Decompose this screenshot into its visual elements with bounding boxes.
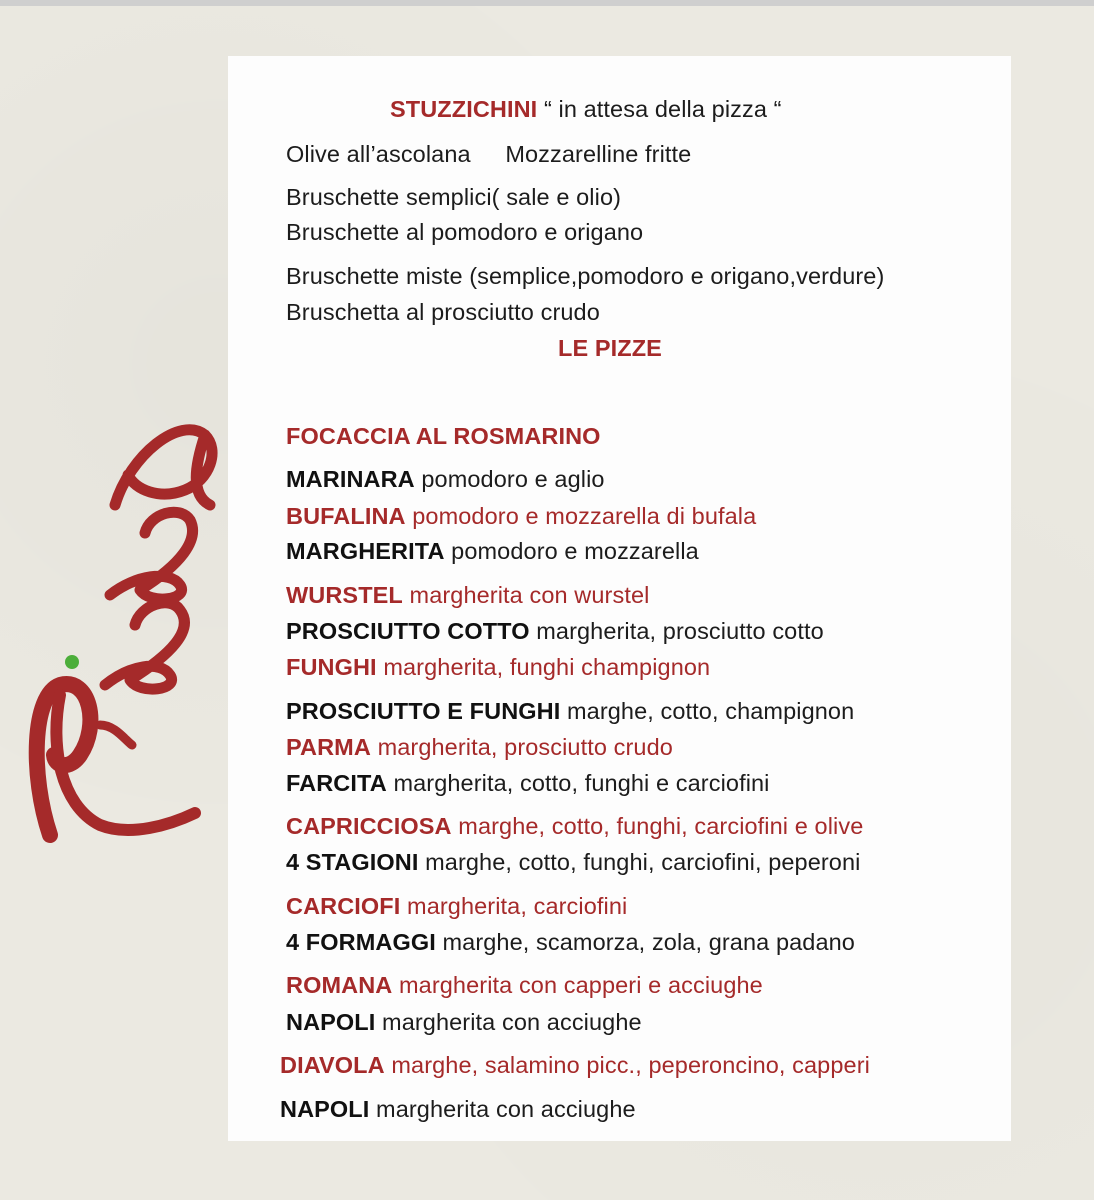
pizza-description: margherita, funghi champignon [383, 654, 711, 680]
pizza-description: pomodoro e mozzarella di bufala [412, 503, 757, 529]
pizza-item [286, 734, 673, 761]
pizza-name: FUNGHI [286, 654, 377, 680]
pizza-item [286, 849, 860, 876]
stuzzichini-subtitle: “ in attesa della pizza “ [543, 96, 782, 122]
list-item: Bruschette al pomodoro e origano [286, 219, 644, 245]
pizza-item [286, 582, 649, 609]
pizza-item [286, 813, 863, 840]
appetizer-olive: Olive all’ascolana [286, 141, 471, 167]
logo-dot [65, 655, 79, 669]
pizza-name: MARGHERITA [286, 538, 445, 564]
pizze-title: LE PIZZE [558, 335, 662, 361]
pizza-description: margherita, prosciutto cotto [536, 618, 824, 644]
appetizer-mozzarelline: Mozzarelline fritte [505, 141, 692, 167]
pizza-description: margherita con wurstel [409, 582, 650, 608]
pizza-description: marghe, cotto, funghi, carciofini, peperoni [425, 849, 861, 875]
pizza-logo [20, 395, 220, 855]
pizza-name: PROSCIUTTO COTTO [286, 618, 530, 644]
pizza-name: FARCITA [286, 770, 387, 796]
pizza-name: CARCIOFI [286, 893, 401, 919]
stuzzichini-title: STUZZICHINI [390, 96, 538, 122]
pizza-item [286, 1009, 642, 1036]
pizza-name: FOCACCIA AL ROSMARINO [286, 423, 601, 449]
pizza-description: margherita, cotto, funghi e carciofini [393, 770, 770, 796]
pizza-name: PROSCIUTTO E FUNGHI [286, 698, 561, 724]
pizza-description: margherita con capperi e acciughe [398, 972, 763, 998]
pizza-description: pomodoro e aglio [421, 466, 605, 492]
pizza-item [286, 929, 855, 956]
pizza-item [280, 1052, 870, 1079]
pizza-item [286, 972, 763, 999]
pizza-name: DIAVOLA [280, 1052, 385, 1078]
pizza-name: ROMANA [286, 972, 393, 998]
pizza-name: CAPRICCIOSA [286, 813, 452, 839]
list-item: Bruschette miste (semplice,pomodoro e origano,verdure) [286, 263, 885, 289]
pizza-name: NAPOLI [280, 1096, 370, 1122]
pizza-item [286, 618, 824, 645]
pizza-item [286, 770, 770, 797]
pizza-item [286, 538, 699, 565]
pizza-name: PARMA [286, 734, 371, 760]
list-item: Bruschetta al prosciutto crudo [286, 299, 600, 325]
stuzzichini-heading [390, 96, 782, 123]
pizza-name: NAPOLI [286, 1009, 376, 1035]
pizza-description: marghe, cotto, champignon [566, 698, 855, 724]
pizza-name: 4 STAGIONI [286, 849, 419, 875]
pizza-item [286, 423, 601, 450]
pizza-item [286, 698, 854, 725]
list-item: Bruschette semplici( sale e olio) [286, 184, 622, 210]
pizza-description: margherita con acciughe [382, 1009, 642, 1035]
pizza-description: margherita, carciofini [407, 893, 628, 919]
pizza-item [286, 654, 710, 681]
pizza-description: marghe, scamorza, zola, grana padano [442, 929, 855, 955]
pizza-item [286, 503, 756, 530]
pizza-name: MARINARA [286, 466, 415, 492]
pizza-description: pomodoro e mozzarella [451, 538, 699, 564]
pizza-item [286, 893, 627, 920]
pizza-description: marghe, salamino picc., peperoncino, capperi [391, 1052, 870, 1078]
list-item [286, 141, 691, 168]
pizza-description: margherita con acciughe [376, 1096, 636, 1122]
pizza-item [280, 1096, 636, 1123]
pizza-name: 4 FORMAGGI [286, 929, 436, 955]
pizza-description: margherita, prosciutto crudo [377, 734, 673, 760]
pizza-name: WURSTEL [286, 582, 403, 608]
pizza-name: BUFALINA [286, 503, 406, 529]
pizza-item [286, 466, 605, 493]
pizza-description: marghe, cotto, funghi, carciofini e olive [458, 813, 864, 839]
